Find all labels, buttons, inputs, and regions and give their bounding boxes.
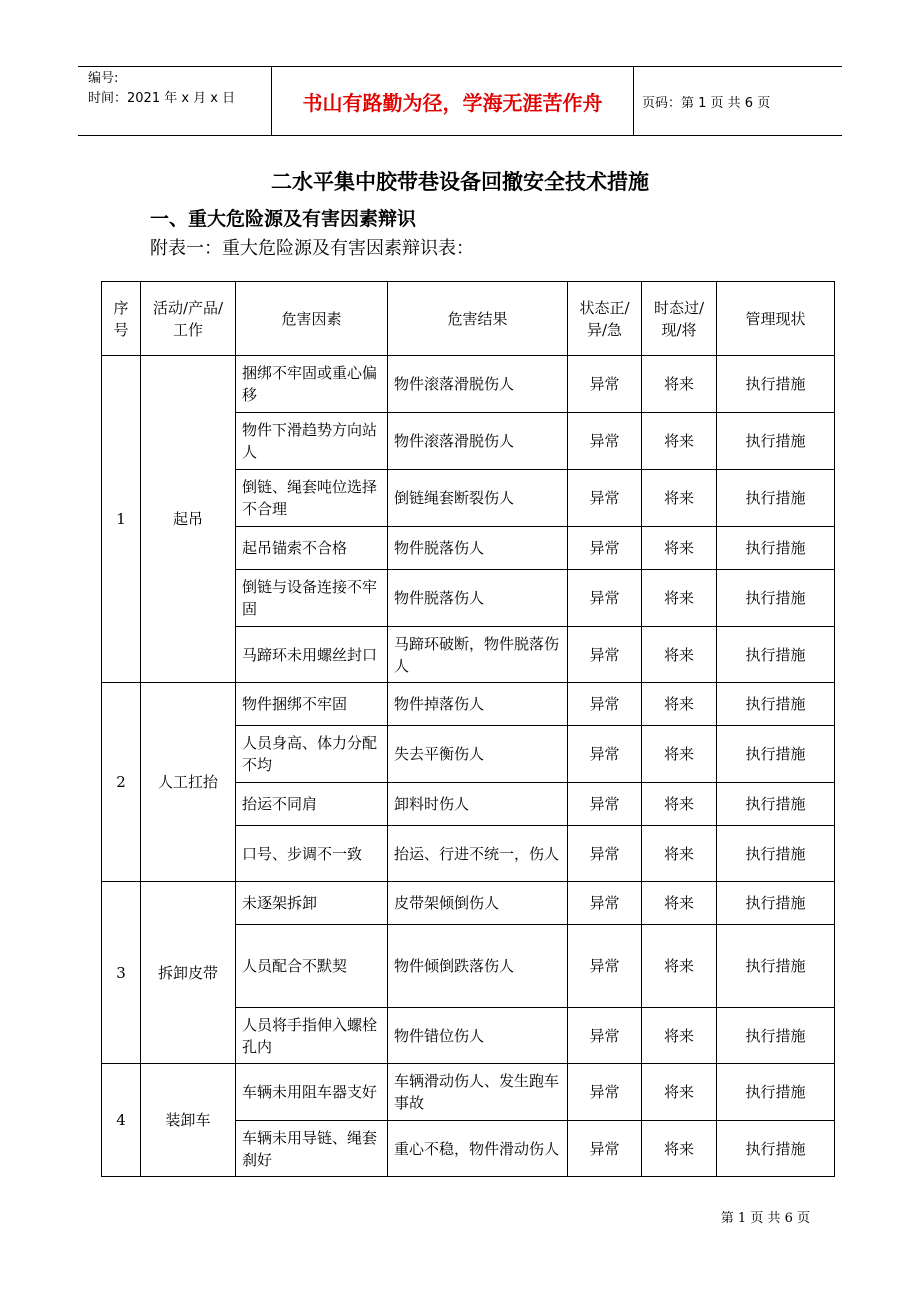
hazard-state: 异常 (568, 1008, 642, 1064)
hazard-tense: 将来 (642, 683, 717, 726)
hazard-result: 失去平衡伤人 (388, 726, 568, 783)
hazard-state: 异常 (568, 826, 642, 882)
hazard-tense: 将来 (642, 826, 717, 882)
hazard-factor: 马蹄环未用螺丝封口 (236, 627, 388, 683)
management-status: 执行措施 (717, 527, 835, 570)
management-status: 执行措施 (717, 683, 835, 726)
hazard-state: 异常 (568, 570, 642, 627)
management-status: 执行措施 (717, 413, 835, 470)
management-status: 执行措施 (717, 470, 835, 527)
management-status: 执行措施 (717, 925, 835, 1008)
page-footer: 第 1 页 共 6 页 (720, 1211, 810, 1226)
management-status: 执行措施 (717, 356, 835, 413)
page-header (78, 66, 842, 136)
hazard-result: 卸料时伤人 (388, 783, 568, 826)
hazard-table (101, 281, 835, 1177)
table-row (102, 1064, 835, 1121)
hazard-tense: 将来 (642, 882, 717, 925)
group-activity: 起吊 (141, 356, 236, 683)
hazard-tense: 将来 (642, 527, 717, 570)
table-row (102, 683, 835, 726)
hazard-tense: 将来 (642, 470, 717, 527)
hazard-factor: 人员将手指伸入螺栓孔内 (236, 1008, 388, 1064)
header-factor: 危害因素 (236, 282, 388, 356)
header-motto: 书山有路勤为径，学海无涯苦作舟 (272, 67, 634, 135)
hazard-result: 马蹄环破断，物件脱落伤人 (388, 627, 568, 683)
hazard-factor: 抬运不同肩 (236, 783, 388, 826)
hazard-result: 车辆滑动伤人、发生跑车事故 (388, 1064, 568, 1121)
hazard-state: 异常 (568, 627, 642, 683)
hazard-result: 重心不稳，物件滑动伤人 (388, 1121, 568, 1177)
hazard-result: 物件错位伤人 (388, 1008, 568, 1064)
header-activity: 活动/产品/工作 (141, 282, 236, 356)
hazard-factor: 倒链、绳套吨位选择不合理 (236, 470, 388, 527)
header-meta (78, 67, 272, 135)
hazard-result: 物件脱落伤人 (388, 570, 568, 627)
management-status: 执行措施 (717, 1064, 835, 1121)
header-state: 状态正/异/急 (568, 282, 642, 356)
header-tense: 时态过/现/将 (642, 282, 717, 356)
hazard-state: 异常 (568, 726, 642, 783)
header-page-info: 页码：第 1 页 共 6 页 (642, 95, 771, 111)
section-heading: 一、重大危险源及有害因素辩识 (150, 208, 417, 230)
hazard-result: 抬运、行进不统一，伤人 (388, 826, 568, 882)
management-status: 执行措施 (717, 826, 835, 882)
management-status: 执行措施 (717, 882, 835, 925)
management-status: 执行措施 (717, 1121, 835, 1177)
group-activity: 装卸车 (141, 1064, 236, 1177)
number-label: 编号: (88, 71, 119, 86)
hazard-tense: 将来 (642, 570, 717, 627)
hazard-tense: 将来 (642, 783, 717, 826)
hazard-state: 异常 (568, 783, 642, 826)
group-activity: 拆卸皮带 (141, 882, 236, 1064)
hazard-result: 物件倾倒跌落伤人 (388, 925, 568, 1008)
management-status: 执行措施 (717, 627, 835, 683)
hazard-factor: 口号、步调不一致 (236, 826, 388, 882)
header-no: 序号 (102, 282, 141, 356)
hazard-result: 物件滚落滑脱伤人 (388, 356, 568, 413)
hazard-tense: 将来 (642, 413, 717, 470)
hazard-state: 异常 (568, 925, 642, 1008)
hazard-state: 异常 (568, 683, 642, 726)
management-status: 执行措施 (717, 570, 835, 627)
table-caption: 附表一：重大危险源及有害因素辩识表： (150, 238, 474, 259)
hazard-tense: 将来 (642, 627, 717, 683)
hazard-factor: 物件捆绑不牢固 (236, 683, 388, 726)
group-number: 2 (102, 683, 141, 882)
hazard-result: 皮带架倾倒伤人 (388, 882, 568, 925)
hazard-result: 物件掉落伤人 (388, 683, 568, 726)
hazard-factor: 车辆未用阻车器支好 (236, 1064, 388, 1121)
header-mgmt: 管理现状 (717, 282, 835, 356)
hazard-state: 异常 (568, 527, 642, 570)
hazard-tense: 将来 (642, 726, 717, 783)
hazard-state: 异常 (568, 356, 642, 413)
table-row (102, 356, 835, 413)
hazard-state: 异常 (568, 1064, 642, 1121)
hazard-factor: 捆绑不牢固或重心偏移 (236, 356, 388, 413)
time-label: 时间：2021 年 x 月 x 日 (88, 91, 236, 106)
group-number: 3 (102, 882, 141, 1064)
header-result: 危害结果 (388, 282, 568, 356)
group-number: 4 (102, 1064, 141, 1177)
hazard-factor: 人员配合不默契 (236, 925, 388, 1008)
table-body (102, 356, 835, 1177)
hazard-tense: 将来 (642, 1064, 717, 1121)
hazard-state: 异常 (568, 882, 642, 925)
hazard-factor: 起吊锚索不合格 (236, 527, 388, 570)
hazard-tense: 将来 (642, 925, 717, 1008)
hazard-state: 异常 (568, 1121, 642, 1177)
table-header-row (102, 282, 835, 356)
hazard-factor: 车辆未用导链、绳套刹好 (236, 1121, 388, 1177)
management-status: 执行措施 (717, 783, 835, 826)
hazard-tense: 将来 (642, 356, 717, 413)
hazard-factor: 倒链与设备连接不牢固 (236, 570, 388, 627)
hazard-result: 物件滚落滑脱伤人 (388, 413, 568, 470)
document-title: 二水平集中胶带巷设备回撤安全技术措施 (271, 170, 649, 194)
group-number: 1 (102, 356, 141, 683)
hazard-tense: 将来 (642, 1121, 717, 1177)
hazard-factor: 物件下滑趋势方向站人 (236, 413, 388, 470)
group-activity: 人工扛抬 (141, 683, 236, 882)
table-row (102, 882, 835, 925)
hazard-state: 异常 (568, 413, 642, 470)
hazard-result: 倒链绳套断裂伤人 (388, 470, 568, 527)
hazard-factor: 人员身高、体力分配不均 (236, 726, 388, 783)
hazard-state: 异常 (568, 470, 642, 527)
management-status: 执行措施 (717, 1008, 835, 1064)
management-status: 执行措施 (717, 726, 835, 783)
hazard-result: 物件脱落伤人 (388, 527, 568, 570)
hazard-tense: 将来 (642, 1008, 717, 1064)
hazard-factor: 未逐架拆卸 (236, 882, 388, 925)
